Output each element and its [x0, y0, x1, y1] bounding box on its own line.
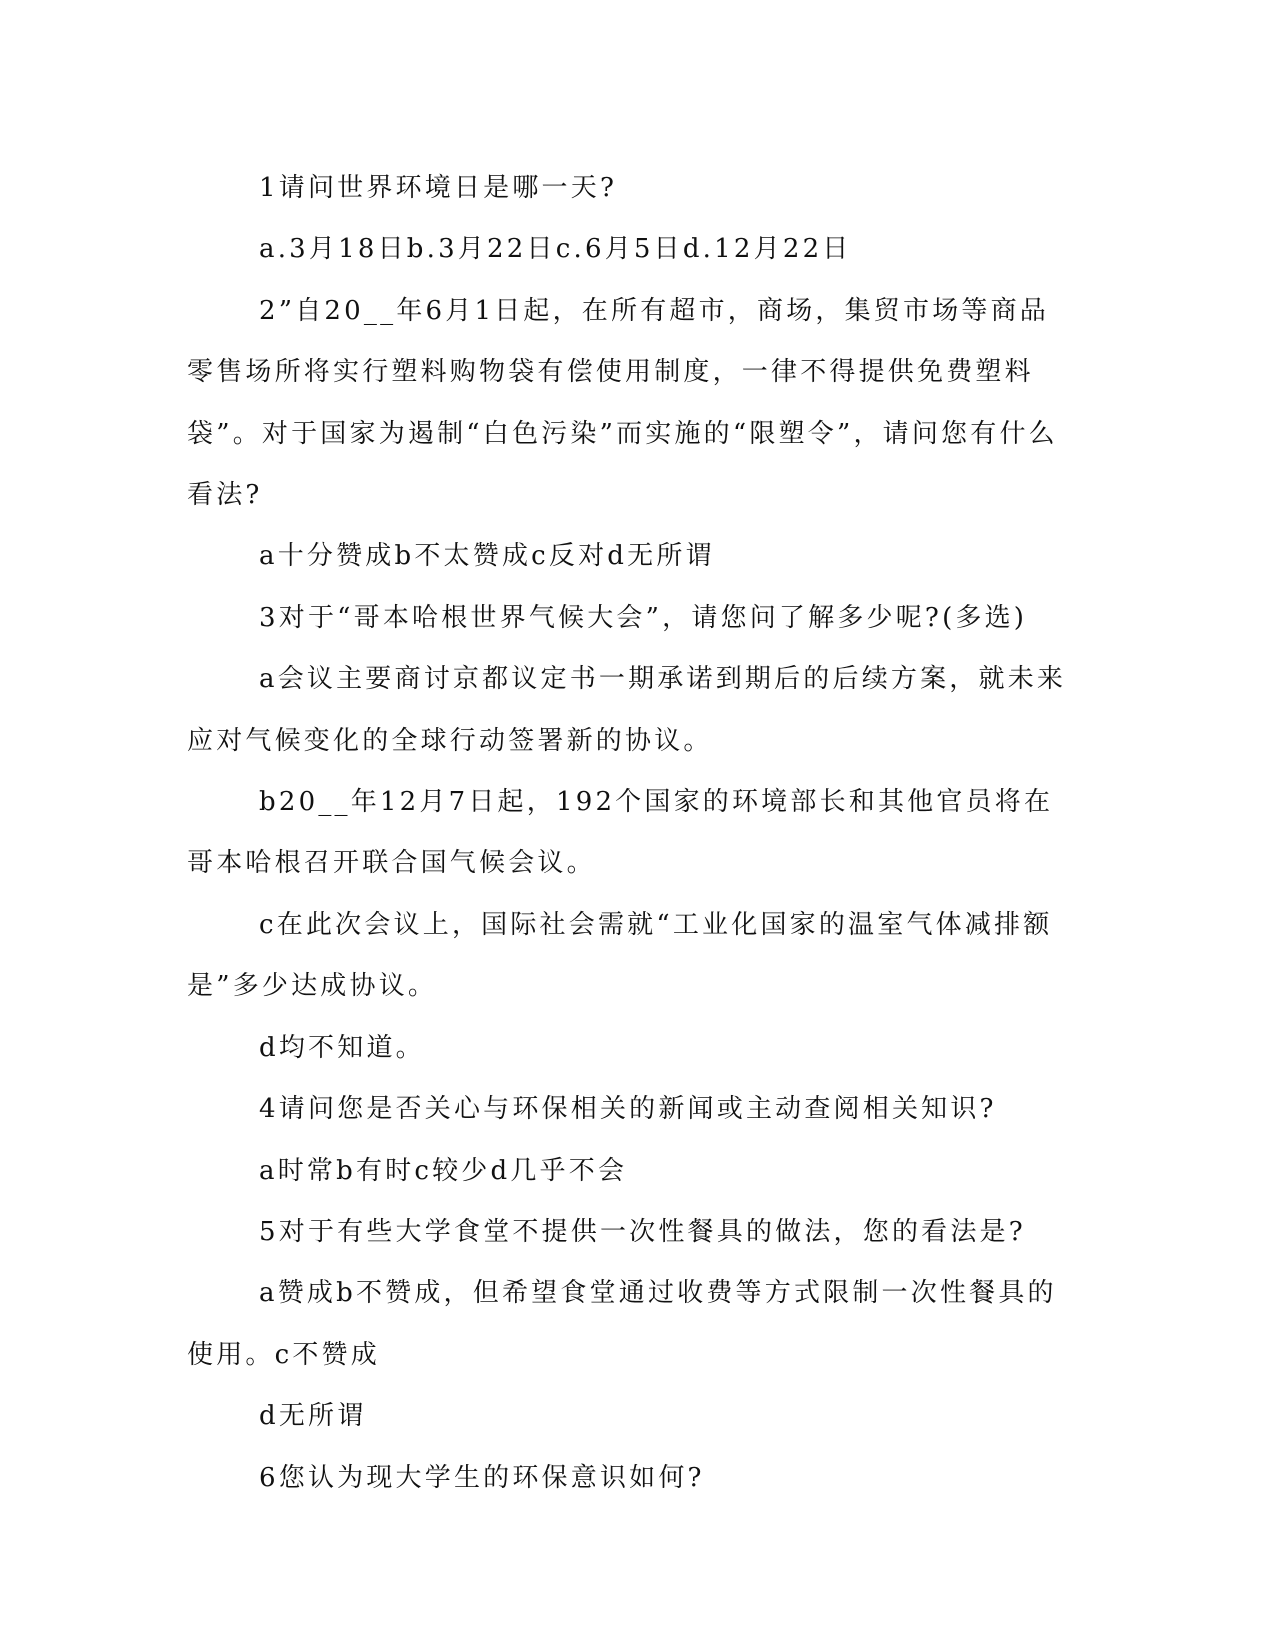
question-1-options: a.3月18日b.3月22日c.6月5日d.12月22日 [259, 234, 852, 265]
question-1: 1请问世界环境日是哪一天? [259, 173, 618, 203]
question-6: 6您认为现大学生的环保意识如何? [259, 1462, 705, 1493]
question-5: 5对于有些大学食堂不提供一次性餐具的做法，您的看法是? [259, 1216, 1026, 1247]
question-3: 3对于“哥本哈根世界气候大会”，请您问了解多少呢?(多选) [259, 602, 1028, 633]
question-2-options: a十分赞成b不太赞成c反对d无所谓 [259, 541, 715, 572]
question-2: 2”自20__年6月1日起，在所有超市，商场，集贸市场等商品零售场所将实行塑料购物袋有偿使用制度，一律不得提供免费塑料袋”。对于国家为遏制“白色污染”而实施的“限塑令”，请问您有什么看法? [187, 295, 1058, 511]
question-3-option-c: c在此次会议上，国际社会需就“工业化国家的温室气体减排额是”多少达成协议。 [187, 909, 1053, 1002]
question-3-option-b: b20__年12月7日起，192个国家的环境部长和其他官员将在哥本哈根召开联合国气候会议。 [187, 787, 1054, 879]
question-4-options: a时常b有时c较少d几乎不会 [259, 1155, 628, 1186]
question-3-option-a: a会议主要商讨京都议定书一期承诺到期后的后续方案，就未来应对气候变化的全球行动签署新的协议。 [187, 664, 1067, 756]
document-body [187, 158, 1067, 1509]
question-4: 4请问您是否关心与环保相关的新闻或主动查阅相关知识? [259, 1094, 997, 1125]
question-5-options-ab-c: a赞成b不赞成，但希望食堂通过收费等方式限制一次性餐具的使用。c不赞成 [187, 1278, 1057, 1370]
question-5-option-d: d无所谓 [259, 1401, 367, 1432]
question-3-option-d: d均不知道。 [259, 1032, 425, 1063]
